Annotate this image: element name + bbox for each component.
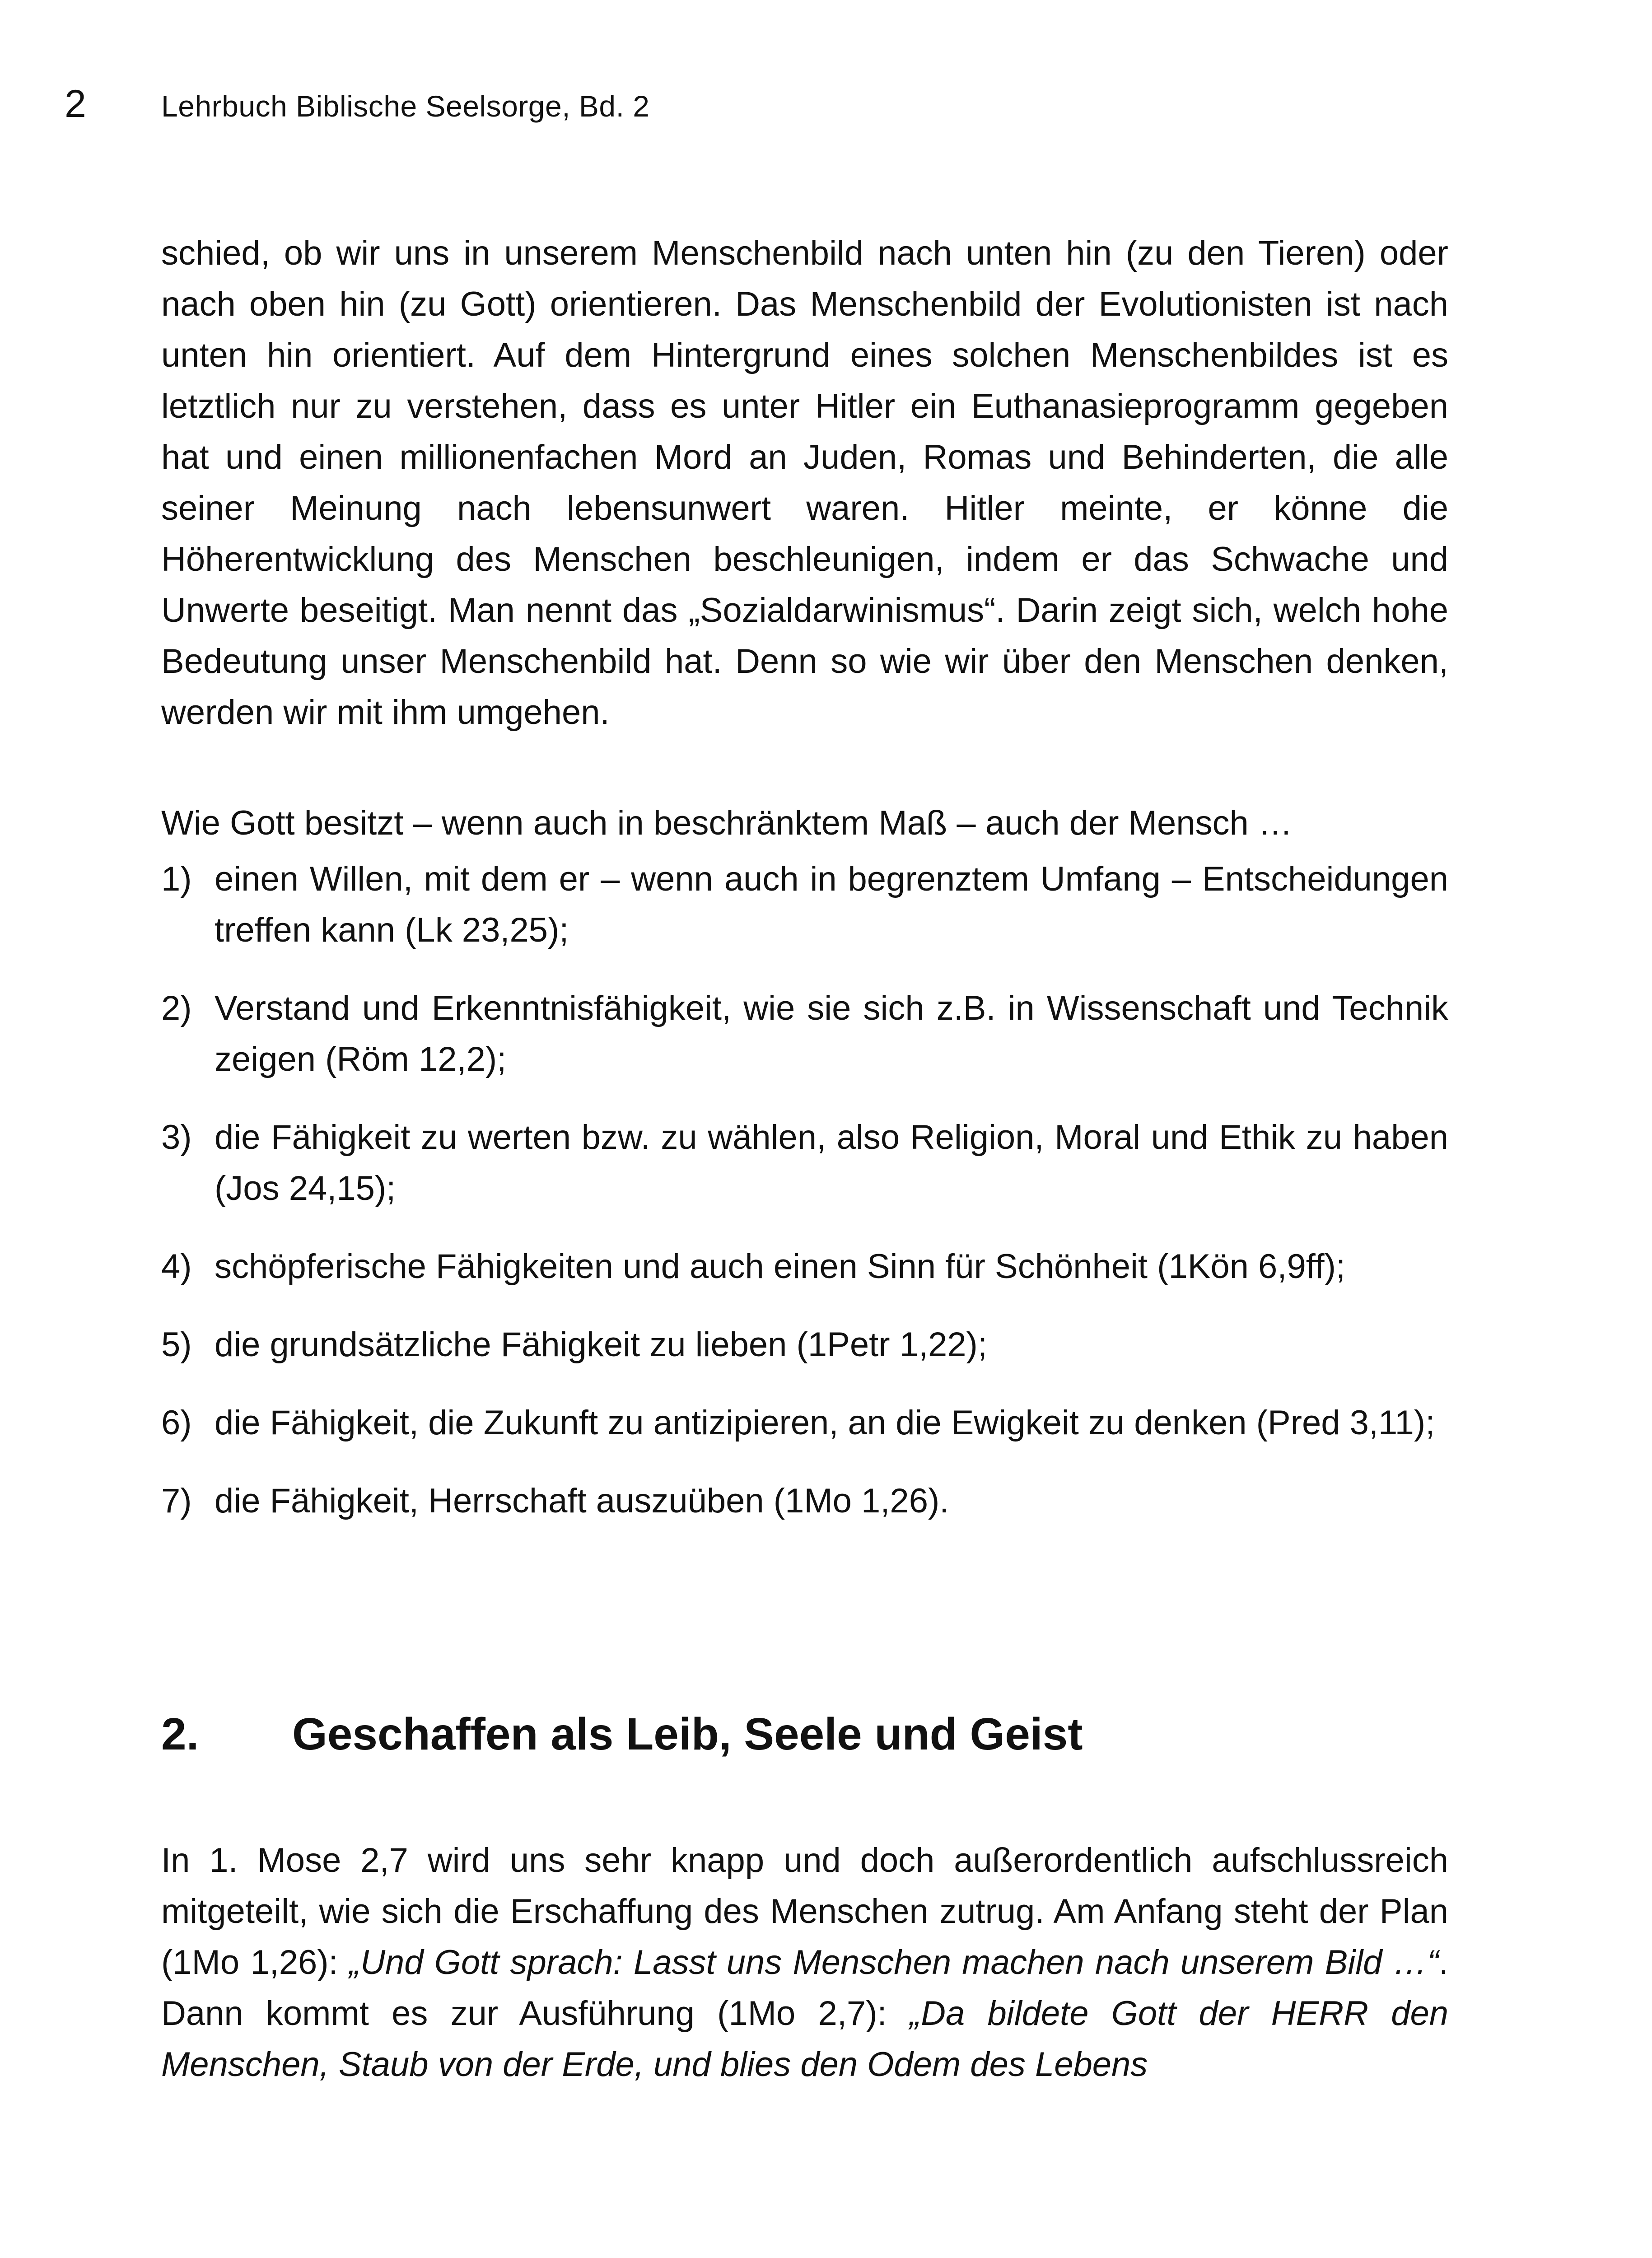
paragraph-text: . Dann kommt es zur Ausführung (1Mo 2,7): [161,1943,1448,2033]
list-item-number: 7) [161,1482,192,1520]
body-paragraph: schied, ob wir uns in unserem Menschenbild nach unten hin (zu den Tieren) oder nach oben hin (zu Gott) orientieren. Das Menschenbild der Evolutionisten ist nach unten hin orientiert. Auf dem Hintergrund eines solchen Menschenbildes ist es letztlich nur zu verstehen, dass es unter Hitler ein Euthanasieprogramm gegeben hat und einen millionenfachen Mord an Juden, Romas und Behinderten, die alle seiner Meinung nach lebensunwert waren. Hitler meinte, er könne die Höherentwicklung des Menschen beschleunigen, indem er das Schwache und Unwerte beseitigt. Man nennt das „Sozialdarwinismus“. Darin zeigt sich, welch hohe Bedeutung unser Menschenbild hat. Denn so wie wir über den Menschen denken, werden wir mit ihm umgehen. [161,234,1448,732]
list-item-text: schöpferische Fähigkeiten und auch einen Sinn für Schönheit (1Kön 6,9ff); [215,1247,1345,1286]
list-item [161,1397,1448,1448]
list-item [161,854,1448,956]
page-number: 2 [65,82,86,126]
section-title: Geschaffen als Leib, Seele und Geist [292,1709,1083,1759]
list-item-number: 4) [161,1247,192,1286]
list-item [161,983,1448,1085]
section-number: 2. [161,1709,199,1759]
list-item-number: 3) [161,1118,192,1157]
list-item-text: die Fähigkeit, die Zukunft zu antizipieren, an die Ewigkeit zu denken (Pred 3,11); [215,1404,1435,1442]
list-item-text: einen Willen, mit dem er – wenn auch in begrenztem Umfang – Entscheidungen treffen kann (Lk 23,25); [215,860,1448,949]
list-item [161,1241,1448,1292]
bible-quote: „Da bildete Gott der HERR den Menschen, Staub von der Erde, und blies den Odem des Lebens [161,1994,1448,2084]
list-item [161,1112,1448,1214]
list-item-text: die Fähigkeit, Herrschaft auszuüben (1Mo 1,26). [215,1482,949,1520]
list-item-number: 1) [161,860,192,898]
enumerated-list [161,854,1448,1554]
list-item-number: 2) [161,989,192,1027]
list-item [161,1475,1448,1526]
running-head: Lehrbuch Biblische Seelsorge, Bd. 2 [161,89,650,123]
list-item-text: die grundsätzliche Fähigkeit zu lieben (1Petr 1,22); [215,1325,987,1364]
list-item-text: die Fähigkeit zu werten bzw. zu wählen, also Religion, Moral und Ethik zu haben (Jos 24,15); [215,1118,1448,1208]
list-item-text: Verstand und Erkenntnisfähigkeit, wie sie sich z.B. in Wissenschaft und Technik zeigen (Röm 12,2); [215,989,1448,1078]
list-intro: Wie Gott besitzt – wenn auch in beschränktem Maß – auch der Mensch … [161,804,1293,842]
list-item-number: 6) [161,1404,192,1442]
bible-quote: „Und Gott sprach: Lasst uns Menschen machen nach unserem Bild …“ [349,1943,1439,1982]
body-paragraph [161,1835,1448,2090]
section-heading [161,1705,1083,1763]
paragraph-text: In 1. Mose 2,7 wird uns sehr knapp und doch außerordentlich aufschlussreich mitgeteilt, wie sich die Erschaffung des Menschen zutrug. Am Anfang steht der Plan (1Mo 1,26): [161,1841,1448,1982]
list-item [161,1319,1448,1370]
list-item-number: 5) [161,1325,192,1364]
